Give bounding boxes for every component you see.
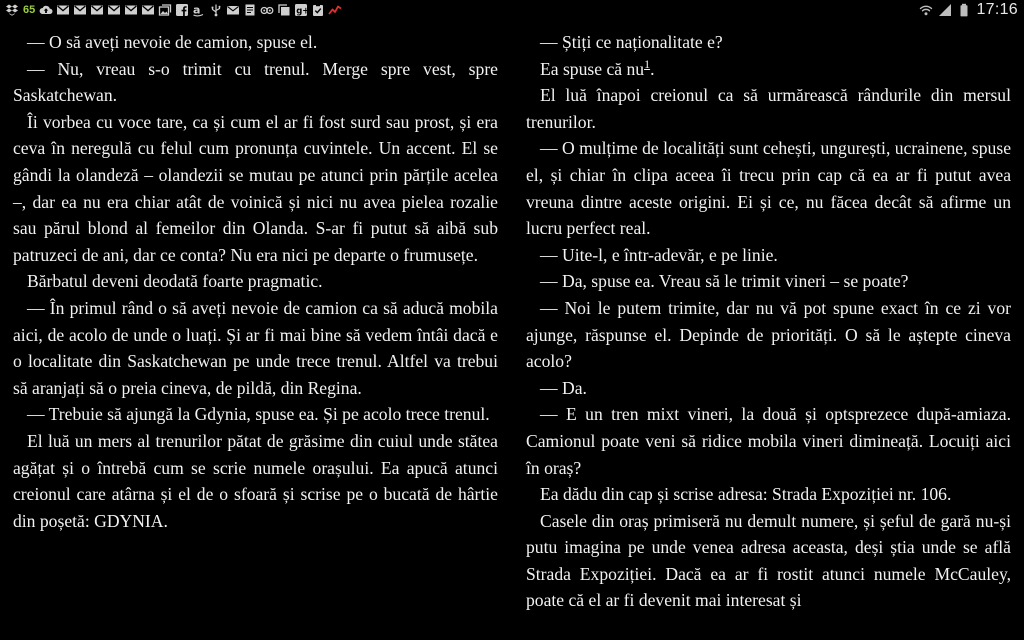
amazon-icon <box>192 3 206 17</box>
paragraph: — Trebuie să ajungă la Gdynia, spuse ea. Și pe acolo trece trenul. <box>27 404 490 425</box>
battery-icon <box>957 3 971 17</box>
left-column <box>13 29 498 534</box>
signal-icon <box>938 3 952 17</box>
footnote-text: Ea spuse că nu <box>540 58 645 79</box>
paragraph: — Știți ce naționalitate e? <box>540 32 723 52</box>
gmail-icon <box>141 3 155 17</box>
paragraph: — Nu, vreau s-o trimit cu trenul. Merge spre vest, spre Saskatchewan. <box>13 58 498 106</box>
paragraph: Casele din oraș primiseră nu demult numere, și șeful de gară nu-și putu imagina pe unde venea adresa aceasta, deși știa unde se află Strada Expoziției. Dacă ea ar fi rostit atunci numele McCauley, poate că el ar fi devenit mai interesat și <box>526 510 1011 611</box>
cloud-upload-icon <box>39 3 53 17</box>
paragraph: Îi vorbea cu voce tare, ca și cum el ar fi fost surd sau prost, și era ceva în neregulă cu felul cum pronunța cuvintele. Un accent. El se gândi la olandeză – olandezii se mutau pe atunci prin părțile acelea –, dar ea nu era chiar atât de voinică și nici nu avea pielea rozalie sau părul blond al femeilor din Olanda. S-ar fi putut să aibă sub patruzeci de ani, dar ce conta? Nu era nici pe departe o frumusețe. <box>13 111 498 265</box>
paragraph: El luă înapoi creionul ca să urmărească rândurile din mersul trenurilor. <box>526 85 1011 132</box>
notes-icon <box>243 3 257 17</box>
svg-text:g+: g+ <box>296 6 310 17</box>
google-plus-icon <box>294 3 308 17</box>
paragraph: — O mulțime de localități sunt cehești, ungurești, ucrainene, spuse el, și chiar în clipa aceea îi trecu prin cap că ea ar fi putut avea vreuna dintre aceste origini. Ei și ce, nu făcea decât să afirme un lucru perfect real. <box>526 138 1012 239</box>
paragraph: — Uite-l, e într-adevăr, e pe linie. <box>540 244 778 265</box>
email-icon <box>226 3 240 17</box>
paragraph: — Da, spuse ea. Vreau să le trimit vineri – se poate? <box>540 271 909 292</box>
paragraph: Ea dădu din cap și scrise adresa: Strada Expoziției nr. 106. <box>540 484 952 505</box>
notification-icons[interactable] <box>0 3 342 17</box>
paragraph-with-footnote <box>526 56 1011 83</box>
paragraph: — O să aveți nevoie de camion, spuse el. <box>27 32 318 52</box>
system-tray[interactable] <box>919 1 1024 19</box>
gmail-icon <box>107 3 121 17</box>
reader-page[interactable] <box>0 24 1024 640</box>
copy-icon <box>277 3 291 17</box>
paragraph: — Noi le putem trimite, dar nu vă pot spune exact în ce zi vor ajunge, răspunse el. Depinde de priorități. O să le aștepte cineva acolo? <box>526 297 1011 372</box>
trip-icon <box>260 3 274 17</box>
svg-text:a: a <box>193 3 201 17</box>
paragraph: — Da. <box>540 377 587 398</box>
paragraph: Bărbatul deveni deodată foarte pragmatic. <box>27 271 323 292</box>
paragraph: — E un tren mixt vineri, la două și optsprezece după-amiaza. Camionul poate veni să ridice mobila vineri dimineață. Locuiți aici în oraș? <box>526 404 1011 478</box>
clock-time: 17:16 <box>976 1 1018 18</box>
gmail-icon <box>73 3 87 17</box>
gmail-icon <box>124 3 138 17</box>
paragraph: El luă un mers al trenurilor pătat de grăsime din cuiul unde stătea agățat și o întrebă cum se scrie numele orașului. Ea apucă atunci creionul care atârna și el de o sfoară și scrise pe o bucată de hârtie din poșetă: GDYNIA. <box>13 430 498 531</box>
stocks-icon <box>328 3 342 17</box>
checklist-icon <box>311 3 325 17</box>
facebook-icon <box>175 3 189 17</box>
right-column <box>526 29 1011 614</box>
status-bar <box>0 0 1024 20</box>
notification-count-badge: 65 <box>23 4 36 16</box>
usb-icon <box>209 3 223 17</box>
dropbox-icon <box>5 3 19 17</box>
gallery-icon <box>158 3 172 17</box>
footnote-link[interactable]: 1 <box>644 56 651 71</box>
gmail-icon <box>56 3 70 17</box>
footnote-text-end: . <box>650 58 655 79</box>
paragraph: — În primul rând o să aveți nevoie de camion ca să aducă mobila aici, de acolo de unde o luați. Și ar fi mai bine să vedem întâi dacă e o localitate din Saskatchewan pe unde trece trenul. Altfel va trebui să aranjați să o preia cineva, de pildă, din Regina. <box>13 297 498 398</box>
wifi-icon <box>919 3 933 17</box>
gmail-icon <box>90 3 104 17</box>
